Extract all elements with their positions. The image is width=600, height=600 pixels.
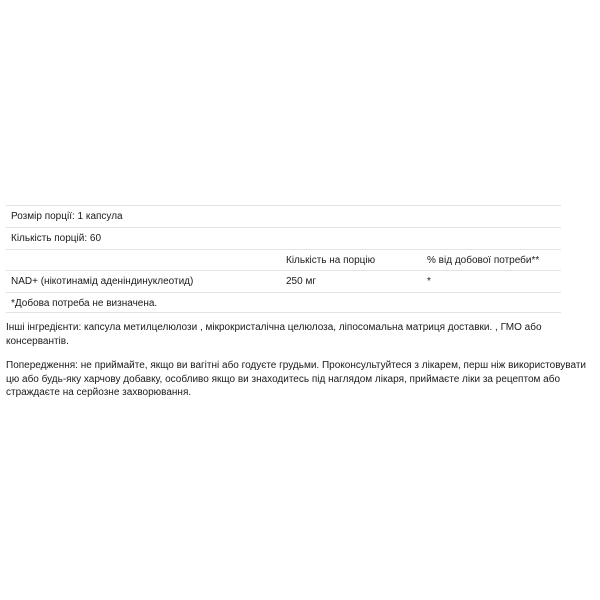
warning-text: Попередження: не приймайте, якщо ви вагітні або годуєте грудьми. Проконсультуйтеся з лікарем, перш ніж використовувати цю або будь-яку харчову добавку, особливо якщо ви знаходитесь під наглядом лікаря, приймаєте ліки за рецептом або страждаєте на серйозне захворювання. bbox=[6, 360, 587, 398]
serving-size-row bbox=[6, 205, 561, 227]
header-daily-value: % від добової потреби** bbox=[427, 255, 540, 266]
supplement-facts-table bbox=[6, 205, 561, 313]
servings-per-container-row bbox=[6, 227, 561, 249]
supplement-facts-section bbox=[0, 205, 600, 400]
serving-size: Розмір порції: 1 капсула bbox=[11, 211, 123, 222]
footnote-row bbox=[6, 292, 561, 313]
table-header-row bbox=[6, 249, 561, 270]
daily-value-footnote: *Добова потреба не визначена. bbox=[11, 298, 158, 309]
other-ingredients-text: Інші інгредієнти: капсула метилцелюлози , мікрокристалічна целюлоза, ліпосомальна матриця доставки. , ГМО або консервантів. bbox=[6, 322, 542, 347]
table-row bbox=[6, 270, 561, 292]
ingredient-name: NAD+ (нікотинамід аденіндинуклеотид) bbox=[11, 276, 194, 287]
servings-per-container: Кількість порцій: 60 bbox=[11, 233, 102, 244]
ingredient-daily-value: * bbox=[427, 276, 431, 287]
header-amount-per-serving: Кількість на порцію bbox=[286, 255, 376, 266]
ingredient-amount: 250 мг bbox=[286, 276, 316, 287]
